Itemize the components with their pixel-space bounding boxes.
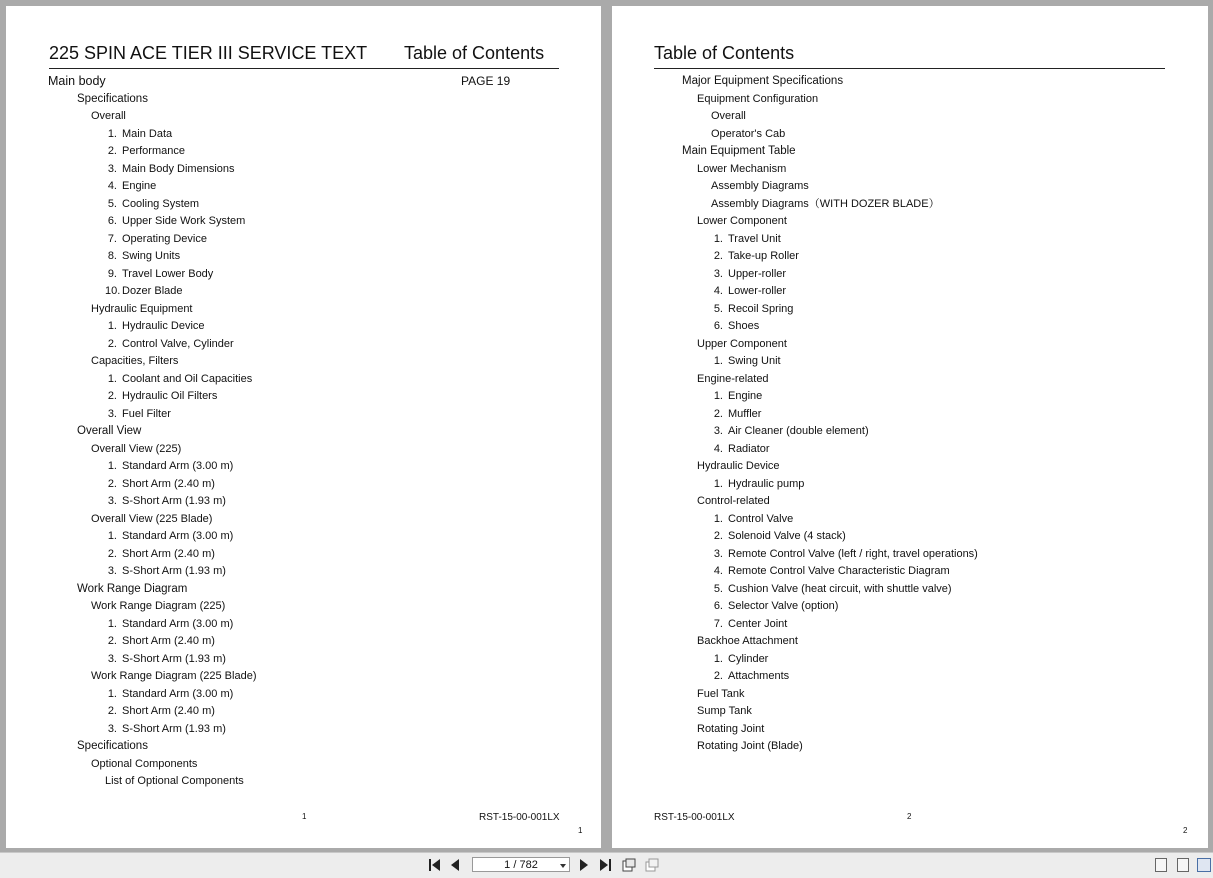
toc-entry-label: Engine — [728, 390, 763, 402]
toc-entry-label: Short Arm (2.40 m) — [122, 635, 215, 647]
toc-entry[interactable] — [105, 407, 171, 422]
toc-entry-number: 2. — [107, 635, 117, 647]
fit-page-icon[interactable] — [622, 858, 636, 872]
toc-entry[interactable] — [711, 477, 804, 492]
toc-entry[interactable] — [697, 372, 769, 387]
toc-entry-label: Work Range Diagram (225) — [91, 600, 226, 612]
toc-entry-label: Overall View (225 Blade) — [91, 512, 213, 525]
toc-entry-number: 5. — [713, 302, 723, 315]
toc-entry-number: 1. — [713, 232, 723, 245]
toc-entry[interactable] — [711, 582, 952, 597]
toc-entry[interactable] — [105, 564, 226, 579]
toc-entry[interactable] — [711, 424, 869, 439]
toc-entry-number: 1. — [107, 372, 117, 385]
toc-entry[interactable] — [105, 127, 172, 142]
toc-entry-number: 6. — [713, 320, 723, 332]
toc-entry[interactable] — [105, 634, 215, 649]
toc-entry[interactable] — [105, 284, 183, 299]
toc-entry-label: Standard Arm (3.00 m) — [122, 617, 234, 630]
toc-entry-label: Capacities, Filters — [91, 355, 179, 367]
toc-entry-number: 2. — [107, 390, 117, 402]
toc-list-page-2 — [612, 6, 1208, 848]
toc-entry[interactable] — [711, 354, 781, 369]
toc-entry-label: Travel Lower Body — [122, 267, 214, 280]
toc-entry[interactable] — [711, 319, 759, 334]
toc-entry[interactable] — [711, 617, 787, 632]
toc-entry-number: 1. — [713, 652, 723, 665]
toc-entry-number: 1. — [713, 477, 723, 490]
toc-entry-number: 4. — [107, 180, 117, 192]
toc-entry[interactable] — [105, 547, 215, 562]
toc-entry[interactable] — [697, 704, 752, 719]
toc-entry-number: 1. — [713, 512, 723, 525]
toc-heading: Table of Contents — [654, 43, 795, 63]
footer-page-number: 1 — [302, 812, 307, 821]
toc-entry[interactable] — [682, 144, 796, 159]
toc-entry-label: Operating Device — [122, 232, 207, 245]
toc-entry-number: 2. — [107, 547, 117, 560]
toc-entry-label: Operator's Cab — [711, 127, 786, 140]
toc-entry-number: 3. — [107, 565, 117, 577]
toc-entry-number: 2. — [713, 250, 723, 262]
toc-entry[interactable] — [91, 109, 126, 124]
toc-entry-label: Short Arm (2.40 m) — [122, 705, 215, 717]
toc-entry-label: Specifications — [77, 92, 148, 105]
next-page-icon[interactable] — [577, 858, 591, 872]
toc-entry[interactable] — [711, 547, 978, 562]
toc-entry[interactable] — [711, 652, 768, 667]
toc-entry[interactable] — [711, 284, 786, 299]
toc-entry-label: Swing Unit — [728, 355, 781, 367]
toc-entry[interactable] — [105, 337, 234, 352]
toc-entry[interactable] — [682, 74, 843, 89]
toc-entry[interactable] — [91, 669, 256, 684]
toc-entry-number: 5. — [713, 582, 723, 595]
toc-entry[interactable] — [105, 372, 252, 387]
toc-entry-label: Remote Control Valve (left / right, travel operations) — [728, 547, 978, 560]
toc-entry[interactable] — [91, 757, 197, 772]
toc-entry-label: Sump Tank — [697, 705, 752, 717]
toc-entry-label: Rotating Joint (Blade) — [697, 740, 803, 752]
two-page-icon[interactable] — [1197, 858, 1211, 872]
toc-entry[interactable] — [105, 162, 235, 177]
toc-entry-label: Lower Mechanism — [697, 162, 787, 175]
toc-entry-label: S-Short Arm (1.93 m) — [122, 722, 226, 735]
toc-entry-number: 2. — [107, 145, 117, 157]
toc-entry-number: 1. — [107, 617, 117, 630]
toc-entry-number: 2. — [713, 407, 723, 420]
toc-entry-label: Hydraulic Oil Filters — [122, 390, 218, 402]
toc-entry[interactable] — [697, 687, 745, 702]
toc-entry-number: 7. — [713, 617, 723, 630]
toc-entry[interactable] — [48, 74, 106, 89]
toc-entry[interactable] — [697, 92, 818, 107]
first-page-icon[interactable] — [427, 858, 441, 872]
toc-entry-label: Optional Components — [91, 757, 198, 770]
toc-entry-label: Performance — [122, 145, 185, 157]
toc-entry[interactable] — [711, 407, 761, 422]
toc-entry[interactable] — [105, 249, 180, 264]
toc-entry-label: Upper Component — [697, 337, 787, 350]
toc-entry-number: 1. — [107, 127, 117, 140]
toc-entry[interactable] — [711, 127, 785, 142]
toc-entry-label: Remote Control Valve Characteristic Diagram — [728, 565, 950, 577]
toc-entry-label: Major Equipment Specifications — [682, 75, 844, 87]
toc-entry-number: 7. — [107, 232, 117, 245]
toc-entry[interactable] — [711, 669, 789, 684]
toc-entry-label: Rotating Joint — [697, 722, 765, 735]
toc-entry-label: Cylinder — [728, 652, 769, 665]
toc-entry-label: Upper-roller — [728, 267, 787, 280]
toc-heading: Table of Contents — [404, 43, 545, 63]
toc-entry[interactable] — [105, 494, 226, 509]
toc-entry[interactable] — [711, 179, 809, 194]
toc-entry-label: Main Data — [122, 127, 173, 140]
toc-entry-label: Hydraulic Device — [697, 460, 780, 472]
toc-entry-number: 1. — [713, 355, 723, 367]
toc-entry-label: Take-up Roller — [728, 250, 799, 262]
prev-page-icon[interactable] — [448, 858, 462, 872]
toc-entry[interactable] — [105, 529, 233, 544]
viewer-toolbar — [0, 852, 1213, 878]
toc-entry-label: Standard Arm (3.00 m) — [122, 460, 234, 472]
toc-entry-label: Overall View — [77, 425, 142, 437]
toc-entry-number: 2. — [107, 337, 117, 350]
toc-entry[interactable] — [105, 389, 217, 404]
toc-entry[interactable] — [711, 302, 793, 317]
toc-entry[interactable] — [105, 144, 185, 159]
toc-entry[interactable] — [77, 582, 187, 597]
toc-entry[interactable] — [697, 739, 803, 754]
page-reference: PAGE 19 — [461, 74, 511, 88]
toc-entry[interactable] — [697, 459, 780, 474]
toc-entry-label: Selector Valve (option) — [728, 600, 839, 612]
toc-entry-label: Standard Arm (3.00 m) — [122, 530, 234, 542]
toc-entry-number: 5. — [107, 197, 117, 210]
toc-entry[interactable] — [77, 92, 148, 107]
toc-entry-label: Upper Side Work System — [122, 215, 246, 227]
toc-entry-label: Travel Unit — [728, 232, 781, 245]
toc-entry-number: 1. — [107, 530, 117, 542]
toc-entry[interactable] — [105, 179, 156, 194]
toc-entry-label: Assembly Diagrams（WITH DOZER BLADE） — [711, 197, 940, 210]
toc-entry-label: Main body — [48, 74, 106, 88]
toc-entry[interactable] — [105, 774, 244, 789]
toc-entry[interactable] — [105, 617, 233, 632]
toc-entry-label: Radiator — [728, 442, 770, 455]
toc-entry[interactable] — [77, 424, 141, 439]
toc-entry-label: Overall — [711, 110, 746, 122]
toc-entry[interactable] — [105, 459, 233, 474]
toc-entry[interactable] — [105, 722, 226, 737]
document-title: 225 SPIN ACE TIER III SERVICE TEXT — [49, 43, 368, 63]
toc-entry-number: 1. — [713, 390, 723, 402]
toc-entry[interactable] — [105, 652, 226, 667]
toc-entry-label: Shoes — [728, 320, 760, 332]
toc-entry[interactable] — [711, 442, 770, 457]
toc-entry-label: Backhoe Attachment — [697, 635, 798, 647]
toc-entry-label: List of Optional Components — [105, 775, 244, 787]
document-page-2 — [612, 6, 1208, 848]
toc-entry[interactable] — [711, 512, 793, 527]
toc-entry[interactable] — [105, 477, 215, 492]
toc-entry-label: Standard Arm (3.00 m) — [122, 687, 234, 700]
toc-entry-label: S-Short Arm (1.93 m) — [122, 565, 226, 577]
toc-entry-label: Hydraulic Device — [122, 320, 205, 332]
toc-entry-number: 3. — [107, 407, 117, 420]
toc-entry-label: Center Joint — [728, 617, 788, 630]
footer-doc-code: RST-15-00-001LX — [479, 812, 560, 823]
toc-entry-label: Assembly Diagrams — [711, 180, 809, 192]
toc-entry-number: 3. — [107, 495, 117, 507]
toc-entry-label: Solenoid Valve (4 stack) — [728, 530, 846, 542]
toc-entry[interactable] — [77, 739, 148, 754]
toc-entry-label: Hydraulic Equipment — [91, 302, 193, 315]
toc-entry[interactable] — [711, 564, 950, 579]
toc-entry[interactable] — [105, 197, 199, 212]
toc-entry[interactable] — [91, 442, 181, 457]
toc-entry-number: 3. — [107, 652, 117, 665]
document-page-1 — [6, 6, 601, 848]
continuous-icon[interactable] — [1177, 858, 1189, 872]
toc-entry-number: 1. — [107, 320, 117, 332]
toc-entry-number: 9. — [107, 267, 117, 280]
toc-entry-label: Overall — [91, 110, 126, 122]
chevron-down-icon[interactable] — [560, 864, 566, 868]
toc-entry-number: 3. — [713, 267, 723, 280]
toc-entry-number: 10. — [105, 285, 121, 297]
toc-entry-label: Overall View (225) — [91, 442, 182, 455]
toc-entry-label: Attachments — [728, 670, 790, 682]
toc-entry-label: Engine-related — [697, 372, 769, 385]
toc-entry[interactable] — [711, 249, 799, 264]
toc-entry-number: 2. — [713, 530, 723, 542]
toc-entry-number: 6. — [107, 215, 117, 227]
toc-entry-number: 8. — [107, 250, 117, 262]
fit-width-icon[interactable] — [645, 858, 659, 872]
toc-entry-number: 1. — [107, 687, 117, 700]
toc-entry-label: Control Valve — [728, 512, 794, 525]
toc-entry-number: 4. — [713, 285, 723, 297]
toc-entry-label: Hydraulic pump — [728, 477, 805, 490]
toc-entry[interactable] — [697, 494, 770, 509]
toc-entry-number: 6. — [713, 600, 723, 612]
toc-entry-label: S-Short Arm (1.93 m) — [122, 652, 226, 665]
toc-entry[interactable] — [91, 512, 212, 527]
corner-page-number: 2 — [1183, 826, 1188, 835]
toc-entry-number: 4. — [713, 442, 723, 455]
toc-entry[interactable] — [105, 687, 233, 702]
toc-entry-label: Recoil Spring — [728, 302, 794, 315]
footer-page-number: 2 — [907, 812, 912, 821]
corner-page-number: 1 — [578, 826, 583, 835]
toc-entry[interactable] — [711, 389, 762, 404]
page-number-input[interactable] — [472, 857, 570, 872]
toc-entry-number: 2. — [107, 477, 117, 490]
toc-entry[interactable] — [711, 267, 786, 282]
toc-entry-label: Fuel Tank — [697, 687, 745, 700]
toc-entry-label: Work Range Diagram — [77, 582, 188, 595]
toc-entry[interactable] — [711, 232, 781, 247]
toc-entry-label: Coolant and Oil Capacities — [122, 372, 253, 385]
toc-entry[interactable] — [711, 599, 838, 614]
toc-entry-number: 3. — [107, 162, 117, 175]
footer-doc-code: RST-15-00-001LX — [654, 812, 735, 823]
toc-entry-label: Fuel Filter — [122, 407, 171, 420]
toc-entry[interactable] — [105, 267, 213, 282]
toc-entry-label: Control Valve, Cylinder — [122, 337, 234, 350]
toc-entry[interactable] — [711, 109, 746, 124]
toc-entry[interactable] — [105, 232, 207, 247]
toc-entry-label: Lower-roller — [728, 285, 787, 297]
toc-entry[interactable] — [697, 722, 764, 737]
toc-entry-label: Control-related — [697, 495, 770, 507]
toc-entry-number: 3. — [713, 425, 723, 437]
toc-entry[interactable] — [91, 599, 225, 614]
single-page-icon[interactable] — [1155, 858, 1167, 872]
toc-entry-number: 1. — [107, 460, 117, 472]
toc-entry-label: Muffler — [728, 407, 762, 420]
toc-entry-label: Cushion Valve (heat circuit, with shuttle valve) — [728, 582, 952, 595]
toc-entry-label: S-Short Arm (1.93 m) — [122, 495, 226, 507]
toc-entry-label: Specifications — [77, 740, 148, 752]
toc-entry-number: 3. — [107, 722, 117, 735]
toc-entry-label: Main Body Dimensions — [122, 162, 235, 175]
toc-entry-number: 2. — [713, 670, 723, 682]
toc-entry-label: Lower Component — [697, 215, 787, 227]
toc-entry-number: 2. — [107, 705, 117, 717]
toc-entry[interactable] — [697, 337, 787, 352]
toc-entry-label: Equipment Configuration — [697, 92, 819, 105]
toc-entry-label: Dozer Blade — [122, 285, 183, 297]
toc-entry-label: Short Arm (2.40 m) — [122, 547, 215, 560]
toc-entry[interactable] — [91, 354, 178, 369]
toc-entry-label: Air Cleaner (double element) — [728, 425, 869, 437]
toc-entry[interactable] — [697, 634, 798, 649]
toc-entry[interactable] — [711, 197, 940, 212]
toc-entry[interactable] — [105, 704, 215, 719]
toc-entry-number: 3. — [713, 547, 723, 560]
last-page-icon[interactable] — [598, 858, 612, 872]
page-number-value: 1 / 782 — [504, 859, 538, 871]
toc-entry[interactable] — [91, 302, 193, 317]
toc-entry-number: 4. — [713, 565, 723, 577]
toc-list-page-1 — [6, 6, 601, 848]
toc-entry[interactable] — [697, 162, 786, 177]
toc-entry[interactable] — [711, 529, 846, 544]
toc-entry-label: Swing Units — [122, 250, 181, 262]
toc-entry[interactable] — [105, 319, 205, 334]
toc-entry[interactable] — [105, 214, 245, 229]
toc-entry-label: Engine — [122, 180, 157, 192]
toc-entry-label: Short Arm (2.40 m) — [122, 477, 215, 490]
toc-entry[interactable] — [697, 214, 787, 229]
toc-entry-label: Main Equipment Table — [682, 145, 796, 157]
toc-entry-label: Work Range Diagram (225 Blade) — [91, 670, 257, 682]
toc-entry-label: Cooling System — [122, 197, 200, 210]
